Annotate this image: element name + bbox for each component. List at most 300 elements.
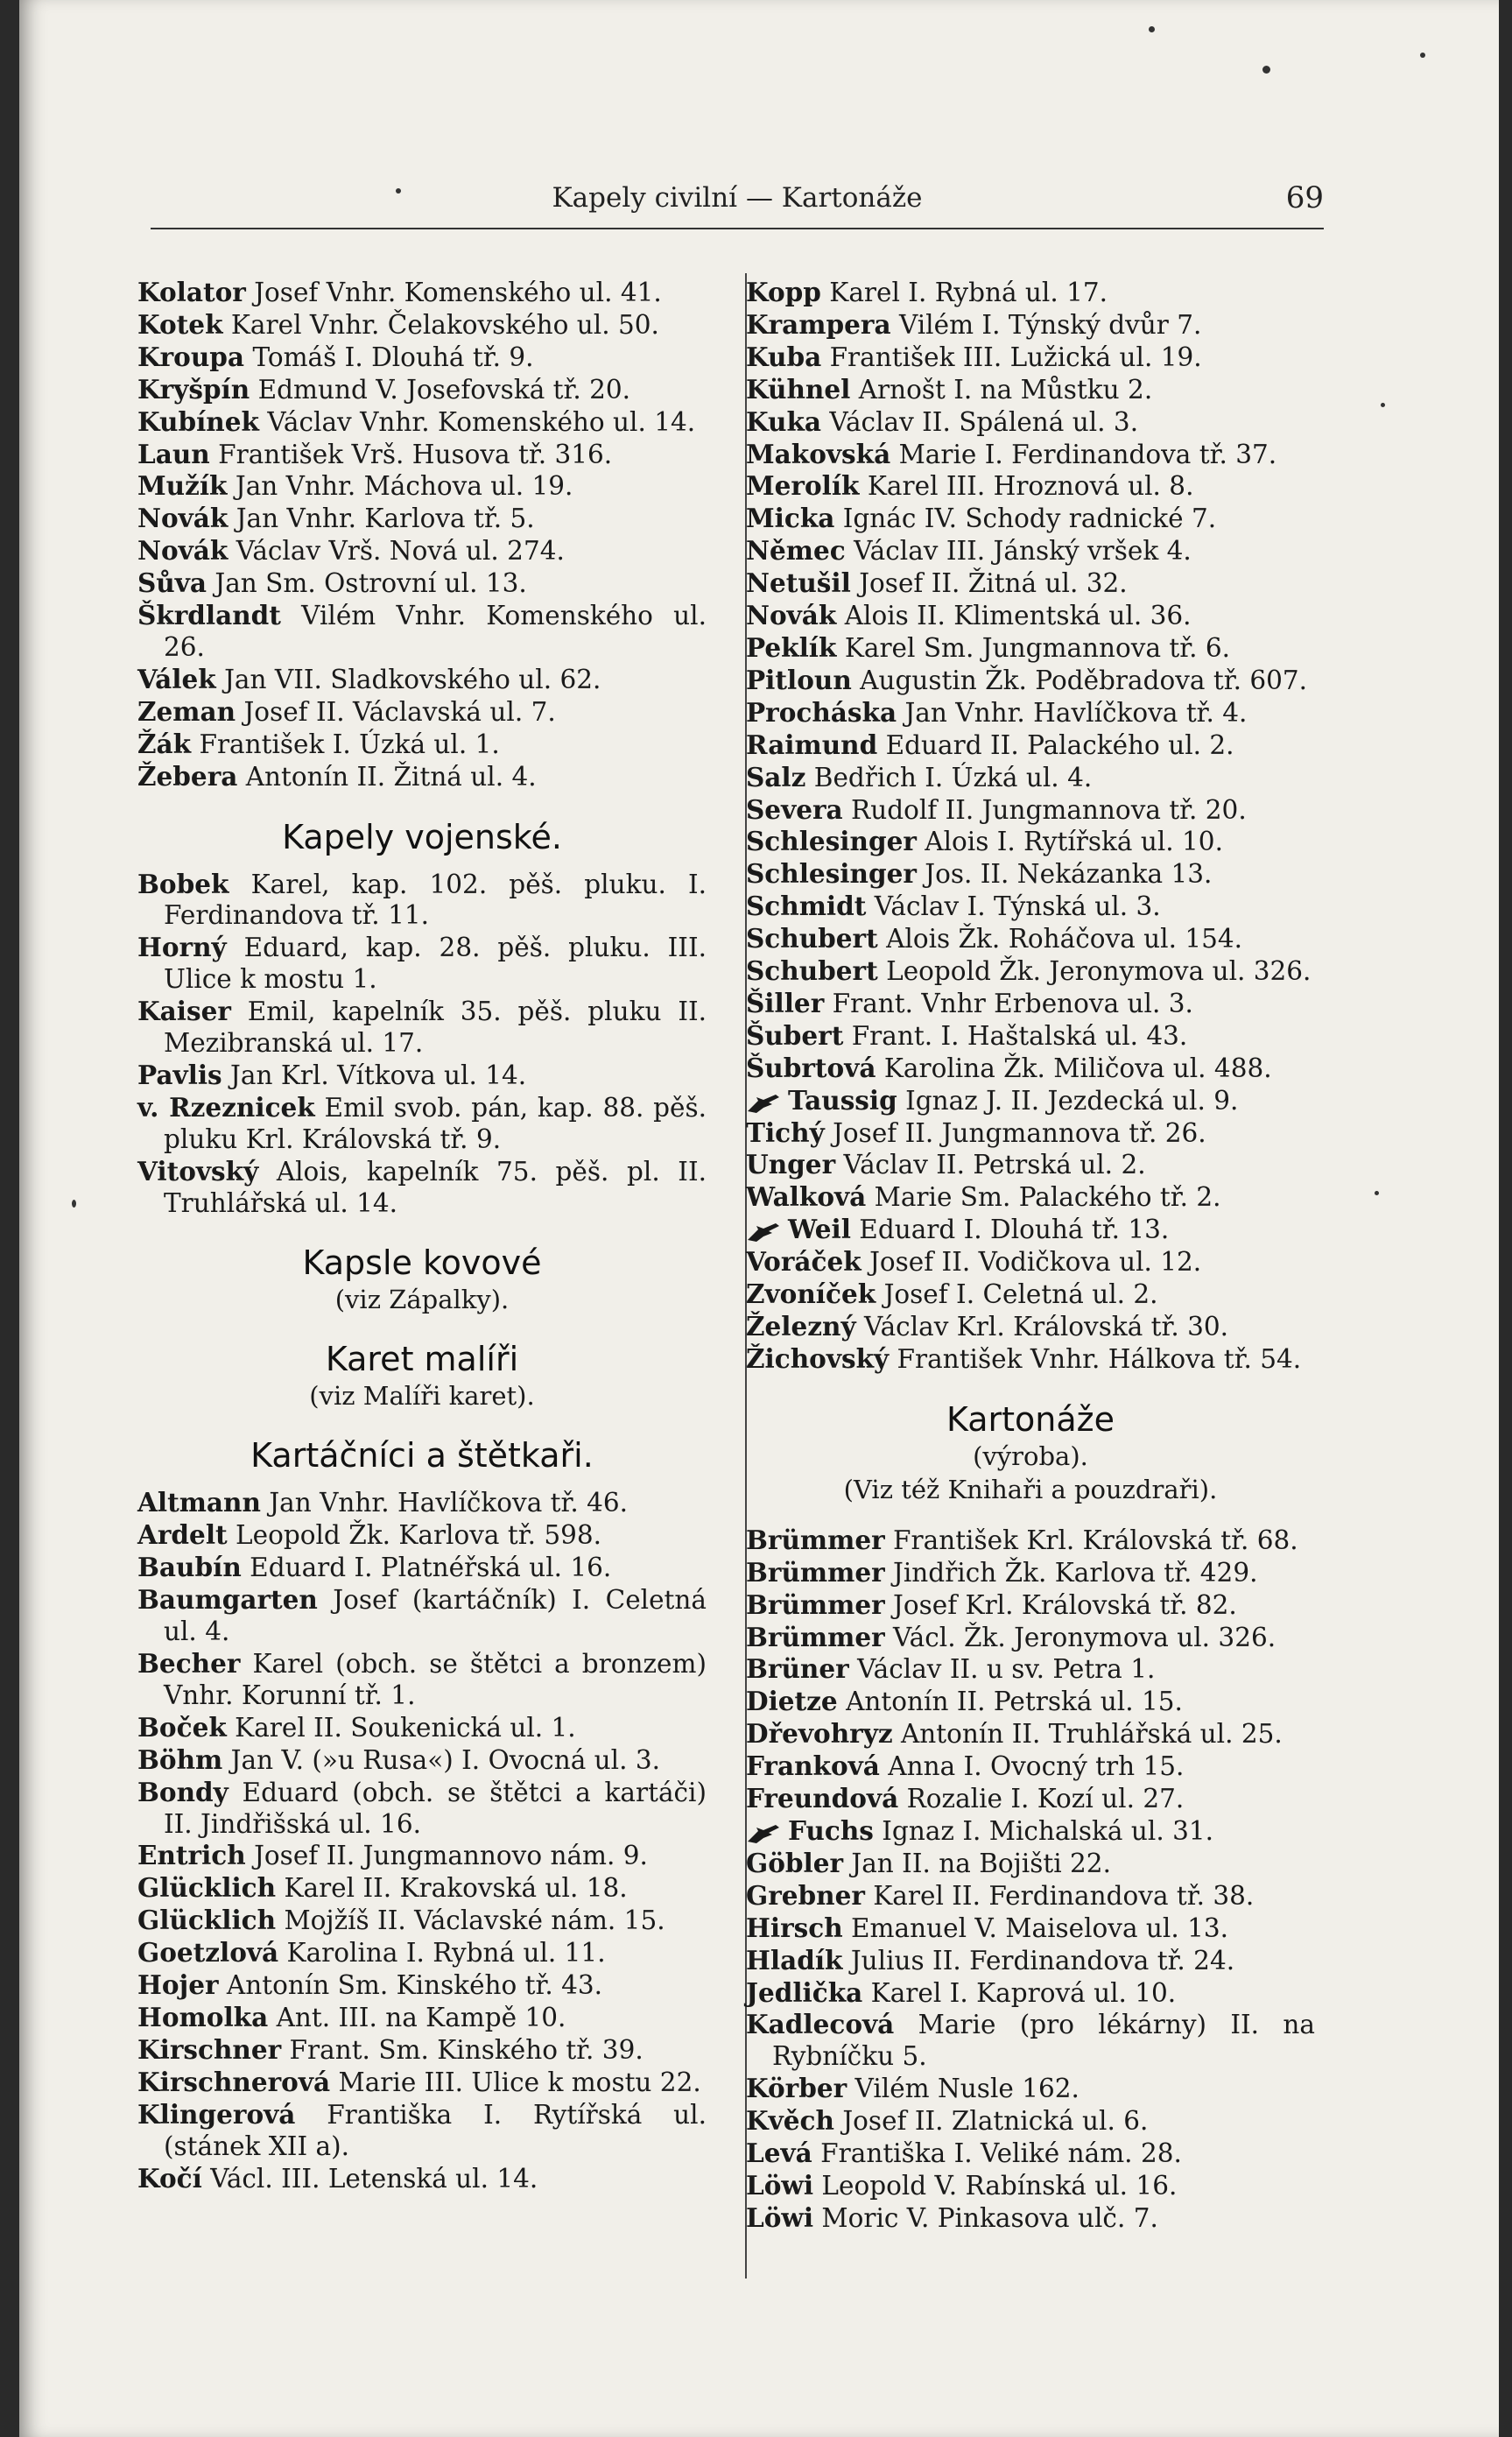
directory-entry — [137, 535, 707, 567]
entry-name: Pavlis — [137, 1059, 222, 1090]
directory-entry — [137, 567, 707, 600]
entry-details: Františka I. Rytířská ul. (stánek XII a). — [164, 2099, 707, 2161]
directory-entry — [746, 826, 1315, 858]
directory-entry — [746, 1181, 1315, 1214]
entry-name: Grebner — [746, 1879, 865, 1911]
entry-name: Žichovský — [746, 1342, 890, 1374]
entry-name: Goetzlová — [137, 1937, 279, 1969]
directory-entry — [746, 1686, 1315, 1718]
entry-details: Augustin Žk. Poděbradova tř. 607. — [851, 665, 1308, 695]
directory-entry — [746, 342, 1315, 374]
entry-name: Hojer — [137, 1969, 219, 2001]
entry-name: Kryšpín — [137, 373, 250, 405]
directory-entry — [746, 1557, 1315, 1589]
entry-details: Václav II. Spálená ul. 3. — [821, 406, 1139, 437]
directory-entry — [137, 1840, 707, 1872]
entry-details: Bedřich I. Úzká ul. 4. — [805, 762, 1093, 792]
directory-entry — [137, 1969, 707, 2002]
directory-entry — [137, 600, 707, 664]
entry-name: Pitloun — [746, 664, 852, 695]
entry-name: Kolator — [137, 277, 246, 307]
entry-details: Alois Žk. Roháčova ul. 154. — [877, 924, 1243, 954]
entry-name: Krampera — [746, 308, 891, 340]
entry-name: v. Rzeznicek — [137, 1091, 315, 1123]
entry-details: Ignaz I. Michalská ul. 31. — [873, 1815, 1214, 1846]
entry-details: Mojžíš II. Václavské nám. 15. — [276, 1905, 665, 1936]
section-note: (viz Zápalky). — [334, 1285, 510, 1315]
section-heading: Kapely vojenské. — [282, 817, 562, 856]
directory-entry — [137, 1777, 707, 1841]
entry-name: Bobek — [137, 868, 229, 899]
directory-entry — [137, 1872, 707, 1905]
entry-details: Arnošt I. na Můstku 2. — [850, 374, 1153, 405]
entry-details: Frant. Vnhr Erbenova ul. 3. — [824, 988, 1193, 1018]
directory-entry — [746, 1053, 1315, 1085]
entry-name: Micka — [746, 503, 835, 534]
section-note: (Viz též Knihaři a pouzdraři). — [843, 1474, 1218, 1504]
entry-name: Válek — [137, 663, 216, 694]
section-heading: Karet malíři — [325, 1340, 519, 1379]
directory-entry — [137, 406, 707, 439]
entry-details: Leopold Žk. Jeronymova ul. 326. — [877, 956, 1312, 987]
entry-details: Leopold V. Rabínská ul. 16. — [813, 2170, 1178, 2201]
entry-details: Václav Krl. Královská tř. 30. — [855, 1312, 1229, 1342]
print-speck — [1375, 1191, 1379, 1195]
entry-details: Václav Vrš. Nová ul. 274. — [228, 536, 565, 567]
entry-name: Löwi — [746, 2169, 814, 2201]
entry-name: Raimund — [746, 729, 878, 760]
print-speck — [1381, 403, 1385, 407]
entry-name: Kroupa — [137, 341, 245, 372]
directory-entry — [137, 1712, 707, 1744]
directory-entry — [746, 1214, 1315, 1246]
entry-details: Emil svob. pán, kap. 88. pěš. pluku Krl. Královská tř. 9. — [164, 1092, 707, 1154]
entry-name: Zeman — [137, 695, 236, 727]
entry-details: Emil, kapelník 35. pěš. pluku II. Mezibranská ul. 17. — [164, 997, 707, 1059]
entry-details: František Krl. Královská tř. 68. — [884, 1525, 1298, 1555]
entry-details: Karel II. Soukenická ul. 1. — [226, 1712, 576, 1743]
entry-name: Fuchs — [788, 1814, 874, 1846]
entry-name: Jedlička — [746, 1976, 863, 2008]
book-page — [19, 0, 1499, 2437]
entry-details: Edmund V. Josefovská tř. 20. — [250, 374, 631, 405]
entry-name: Entrich — [137, 1840, 246, 1871]
entry-name: Brümmer — [746, 1524, 885, 1555]
entry-name: Böhm — [137, 1743, 223, 1775]
directory-entry — [746, 1750, 1315, 1783]
entry-details: Antonín Sm. Kinského tř. 43. — [218, 1970, 603, 2001]
entry-name: Železný — [746, 1311, 856, 1342]
pointing-hand-icon — [746, 1821, 783, 1844]
section-heading: Kapsle kovové — [302, 1243, 542, 1283]
print-speck — [396, 188, 401, 194]
entry-details: Jan Sm. Ostrovní ul. 13. — [207, 568, 527, 599]
entry-name: Hladík — [746, 1944, 843, 1976]
directory-entry — [137, 1744, 707, 1777]
entry-name: Homolka — [137, 2001, 269, 2032]
entry-name: Brümmer — [746, 1588, 885, 1620]
entry-name: Netušil — [746, 567, 851, 599]
entry-name: Dietze — [746, 1686, 838, 1717]
directory-entry — [137, 470, 707, 503]
directory-entry — [746, 955, 1315, 988]
directory-entry — [746, 1020, 1315, 1053]
directory-entry — [137, 374, 707, 406]
entry-name: Žák — [137, 728, 192, 759]
directory-entry — [137, 1937, 707, 1969]
entry-details: Antonín II. Žitná ul. 4. — [237, 761, 537, 792]
directory-entry — [746, 1783, 1315, 1815]
directory-entry — [746, 1311, 1315, 1343]
entry-name: Walková — [746, 1181, 867, 1213]
entry-name: Kühnel — [746, 373, 851, 405]
directory-entry — [746, 2073, 1315, 2105]
entry-name: Schlesinger — [746, 826, 917, 857]
directory-entry — [137, 996, 707, 1060]
entry-details: Josef Vnhr. Komenského ul. 41. — [245, 278, 662, 307]
entry-name: Šubrtová — [746, 1052, 876, 1083]
entry-name: Levá — [746, 2138, 812, 2169]
directory-entry — [137, 869, 707, 933]
entry-details: Josef II. Zlatnická ul. 6. — [833, 2106, 1149, 2137]
entry-name: Brümmer — [746, 1556, 885, 1588]
entry-details: Josef II. Jungmannova tř. 26. — [824, 1117, 1206, 1148]
entry-details: Ant. III. na Kampě 10. — [268, 2002, 566, 2032]
entry-name: Šiller — [746, 987, 825, 1018]
directory-entry — [746, 729, 1315, 762]
print-speck — [1149, 26, 1155, 32]
directory-entry — [746, 1815, 1315, 1848]
entry-details: Karel, kap. 102. pěš. pluku. I. Ferdinandova tř. 11. — [164, 869, 707, 931]
entry-name: Merolík — [746, 470, 860, 502]
directory-entry — [137, 932, 707, 996]
entry-name: Hirsch — [746, 1912, 843, 1943]
entry-details: František III. Lužická ul. 19. — [821, 342, 1202, 372]
directory-entry — [746, 277, 1315, 309]
entry-name: Makovská — [746, 438, 891, 469]
entry-name: Glücklich — [137, 1872, 277, 1904]
directory-entry — [746, 1246, 1315, 1278]
entry-details: Antonín II. Truhlářská ul. 25. — [892, 1719, 1283, 1750]
right-column — [746, 277, 1315, 2235]
entry-name: Baubín — [137, 1552, 242, 1583]
directory-entry — [746, 2105, 1315, 2138]
entry-name: Schubert — [746, 923, 878, 954]
entry-details: Karolina I. Rybná ul. 11. — [278, 1938, 606, 1969]
entry-details: Václ. Žk. Jeronymova ul. 326. — [884, 1622, 1276, 1652]
entry-details: Vilém Vnhr. Komenského ul. 26. — [164, 601, 707, 662]
entry-name: Glücklich — [137, 1905, 277, 1936]
directory-entry — [746, 439, 1315, 471]
directory-entry — [746, 309, 1315, 342]
print-speck — [1420, 53, 1425, 58]
entry-details: František Vrš. Husova tř. 316. — [209, 439, 613, 469]
directory-entry — [137, 2099, 707, 2163]
entry-name: Procháska — [746, 696, 897, 728]
entry-details: Eduard I. Platnéřská ul. 16. — [241, 1553, 612, 1583]
entry-name: Taussig — [788, 1084, 897, 1116]
directory-entry — [746, 923, 1315, 955]
directory-entry — [746, 1085, 1315, 1117]
directory-entry — [137, 2163, 707, 2195]
directory-entry — [746, 1912, 1315, 1945]
directory-entry — [746, 1525, 1315, 1557]
entry-name: Boček — [137, 1711, 227, 1743]
entry-name: Peklík — [746, 631, 837, 663]
directory-entry — [746, 794, 1315, 827]
directory-entry — [746, 1589, 1315, 1622]
pointing-hand-icon — [746, 1220, 783, 1243]
directory-entry — [746, 1848, 1315, 1880]
entry-details: Karel (obch. se štětci a bronzem) Vnhr. Korunní tř. 1. — [164, 1649, 707, 1710]
entry-name: Schmidt — [746, 891, 867, 922]
entry-name: Kuka — [746, 405, 821, 437]
entry-details: Jan Vnhr. Havlíčkova tř. 4. — [897, 697, 1248, 728]
entry-name: Löwi — [746, 2201, 814, 2233]
pointing-hand-icon — [746, 1091, 783, 1114]
directory-entry — [137, 2067, 707, 2099]
entry-name: Brümmer — [746, 1621, 885, 1652]
directory-entry — [137, 309, 707, 342]
directory-entry — [746, 697, 1315, 729]
directory-entry — [137, 342, 707, 374]
section-note: (výroba). — [973, 1440, 1088, 1471]
entry-details: Karel III. Hroznová ul. 8. — [859, 471, 1194, 502]
print-speck — [72, 1200, 76, 1208]
entry-details: Františka I. Veliké nám. 28. — [812, 2138, 1182, 2169]
entry-name: Novák — [746, 600, 837, 631]
directory-entry — [137, 1552, 707, 1584]
entry-name: Kirschnerová — [137, 2066, 331, 2097]
entry-name: Sůva — [137, 567, 207, 599]
directory-entry — [746, 2202, 1315, 2235]
entry-details: Josef II. Jungmannovo nám. 9. — [245, 1841, 648, 1871]
entry-name: Kvěch — [746, 2105, 834, 2137]
entry-details: Marie Sm. Palackého tř. 2. — [866, 1182, 1221, 1213]
entry-details: Ignaz J. II. Jezdecká ul. 9. — [897, 1085, 1239, 1116]
entry-name: Becher — [137, 1648, 241, 1679]
directory-entry — [746, 374, 1315, 406]
directory-entry — [137, 2002, 707, 2034]
directory-entry — [746, 2138, 1315, 2170]
entry-details: Karel II. Krakovská ul. 18. — [276, 1873, 628, 1904]
entry-name: Horný — [137, 932, 227, 963]
entry-name: Kotek — [137, 308, 223, 340]
entry-name: Altmann — [137, 1487, 261, 1518]
entry-name: Kirschner — [137, 2033, 282, 2065]
directory-entry — [746, 1622, 1315, 1654]
section-heading: Kartáčníci a štětkaři. — [250, 1436, 594, 1476]
entry-name: Salz — [746, 761, 806, 792]
directory-entry — [137, 1519, 707, 1552]
entry-name: Severa — [746, 793, 843, 825]
entry-details: Karel Vnhr. Čelakovského ul. 50. — [222, 309, 659, 340]
directory-entry — [746, 1149, 1315, 1181]
directory-entry — [746, 1945, 1315, 1977]
directory-entry — [746, 600, 1315, 632]
entry-name: Franková — [746, 1750, 880, 1782]
entry-name: Novák — [137, 535, 229, 567]
entry-name: Bondy — [137, 1776, 229, 1807]
entry-name: Tichý — [746, 1116, 825, 1148]
directory-entry — [137, 1584, 707, 1648]
entry-details: Marie (pro lékárny) II. na Rybníčku 5. — [772, 2010, 1315, 2072]
directory-entry — [137, 729, 707, 761]
entry-name: Kopp — [746, 277, 821, 307]
entry-details: Jan II. na Bojišti 22. — [843, 1848, 1111, 1878]
entry-details: Karel I. Rybná ul. 17. — [820, 278, 1108, 307]
entry-details: Alois, kapelník 75. pěš. pl. II. Truhlářská ul. 14. — [164, 1156, 707, 1218]
entry-details: Josef Krl. Královská tř. 82. — [884, 1589, 1237, 1620]
directory-entry — [137, 2034, 707, 2067]
directory-entry — [137, 1156, 707, 1220]
entry-details: Eduard (obch. se štětci a kartáči) II. Jindřišská ul. 16. — [164, 1777, 707, 1839]
directory-entry — [746, 891, 1315, 923]
directory-entry — [746, 1718, 1315, 1750]
directory-entry — [137, 1060, 707, 1092]
entry-details: Vilém Nusle 162. — [847, 2074, 1079, 2104]
entry-details: Václav III. Jánský vršek 4. — [845, 536, 1192, 567]
entry-details: Josef (kartáčník) I. Celetná ul. 4. — [164, 1585, 707, 1647]
entry-details: Jan Vnhr. Karlova tř. 5. — [228, 504, 535, 534]
entry-details: Eduard, kap. 28. pěš. pluku. III. Ulice k mostu 1. — [164, 933, 707, 995]
entry-name: Freundová — [746, 1783, 899, 1814]
entry-details: Anna I. Ovocný trh 15. — [879, 1751, 1185, 1782]
directory-entry — [746, 470, 1315, 503]
directory-entry — [746, 858, 1315, 891]
directory-entry — [137, 1648, 707, 1712]
entry-name: Kaiser — [137, 996, 231, 1027]
entry-name: Brüner — [746, 1653, 849, 1685]
entry-details: Frant. Sm. Kinského tř. 39. — [281, 2034, 643, 2065]
directory-entry — [746, 535, 1315, 567]
entry-name: Zvoníček — [746, 1278, 876, 1310]
entry-name: Kubínek — [137, 405, 259, 437]
entry-name: Laun — [137, 438, 210, 469]
directory-entry — [746, 988, 1315, 1020]
page-number: 69 — [1285, 180, 1324, 215]
entry-name: Ardelt — [137, 1519, 228, 1551]
entry-details: Eduard I. Dlouhá tř. 13. — [850, 1215, 1170, 1245]
entry-details: Jan Vnhr. Máchova ul. 19. — [227, 471, 573, 502]
directory-entry — [137, 277, 707, 309]
entry-details: Jos. II. Nekázanka 13. — [916, 859, 1213, 890]
entry-details: Jindřich Žk. Karlova tř. 429. — [884, 1557, 1258, 1588]
entry-name: Unger — [746, 1149, 836, 1180]
entry-details: Alois I. Rytířská ul. 10. — [916, 827, 1223, 857]
page-header — [151, 175, 1324, 229]
directory-entry — [746, 1278, 1315, 1311]
entry-details: František I. Úzká ul. 1. — [191, 729, 500, 759]
directory-entry — [746, 2009, 1315, 2073]
entry-details: Vilém I. Týnský dvůr 7. — [890, 309, 1202, 340]
entry-name: Voráček — [746, 1246, 861, 1278]
entry-name: Schlesinger — [746, 858, 917, 890]
directory-entry — [137, 439, 707, 471]
entry-name: Kočí — [137, 2162, 202, 2194]
entry-name: Göbler — [746, 1847, 844, 1878]
entry-details: Rudolf II. Jungmannova tř. 20. — [842, 794, 1247, 825]
directory-entry — [746, 632, 1315, 665]
entry-name: Novák — [137, 503, 229, 534]
directory-entry — [746, 1977, 1315, 2010]
entry-name: Kadlecová — [746, 2009, 895, 2040]
entry-details: Jan Krl. Vítkova ul. 14. — [222, 1060, 527, 1090]
entry-details: Karel I. Kaprová ul. 10. — [862, 1977, 1177, 2008]
entry-name: Schubert — [746, 955, 878, 987]
entry-details: Alois II. Klimentská ul. 36. — [836, 601, 1192, 631]
directory-entry — [137, 503, 707, 535]
entry-details: Václav II. u sv. Petra 1. — [848, 1654, 1156, 1685]
directory-entry — [746, 665, 1315, 697]
entry-details: Rozalie I. Kozí ul. 27. — [898, 1784, 1185, 1814]
directory-entry — [746, 1343, 1315, 1376]
entry-name: Šubert — [746, 1019, 844, 1051]
entry-details: Václav II. Petrská ul. 2. — [835, 1150, 1146, 1180]
directory-entry — [746, 503, 1315, 535]
left-column — [137, 277, 707, 2194]
entry-details: Antonín II. Petrská ul. 15. — [837, 1687, 1183, 1717]
directory-entry — [137, 1487, 707, 1519]
entry-name: Vitovský — [137, 1155, 259, 1187]
entry-name: Mužík — [137, 470, 228, 502]
entry-details: Václav Vnhr. Komenského ul. 14. — [258, 406, 696, 437]
entry-name: Žebera — [137, 760, 238, 792]
entry-name: Baumgarten — [137, 1584, 318, 1616]
directory-entry — [746, 1880, 1315, 1912]
entry-details: Ignác IV. Schody radnické 7. — [834, 504, 1217, 534]
entry-details: Václ. III. Letenská ul. 14. — [201, 2163, 538, 2194]
entry-details: Moric V. Pinkasova ulč. 7. — [813, 2202, 1158, 2233]
entry-name: Němec — [746, 535, 846, 567]
entry-details: Václav I. Týnská ul. 3. — [866, 891, 1161, 922]
directory-entry — [746, 406, 1315, 439]
entry-details: Julius II. Ferdinandova tř. 24. — [842, 1945, 1235, 1976]
entry-details: Frant. I. Haštalská ul. 43. — [843, 1020, 1188, 1051]
entry-details: Emanuel V. Maiselova ul. 13. — [842, 1912, 1229, 1943]
directory-entry — [746, 567, 1315, 600]
entry-details: Josef II. Václavská ul. 7. — [236, 696, 556, 727]
directory-entry — [746, 762, 1315, 794]
entry-details: Marie I. Ferdinandova tř. 37. — [890, 439, 1277, 469]
entry-details: Tomáš I. Dlouhá tř. 9. — [244, 342, 534, 372]
directory-entry — [746, 1117, 1315, 1150]
entry-details: Karel II. Ferdinandova tř. 38. — [864, 1880, 1255, 1911]
print-speck — [1262, 66, 1270, 74]
entry-name: Körber — [746, 2073, 847, 2104]
entry-name: Weil — [788, 1214, 851, 1245]
entry-details: Josef II. Žitná ul. 32. — [850, 568, 1128, 599]
directory-entry — [137, 664, 707, 696]
directory-entry — [746, 1653, 1315, 1686]
entry-details: František Vnhr. Hálkova tř. 54. — [889, 1343, 1302, 1374]
entry-details: Karel Sm. Jungmannova tř. 6. — [836, 632, 1231, 663]
section-note: (viz Malíři karet). — [309, 1381, 535, 1412]
running-head: Kapely civilní — Kartonáže — [552, 182, 923, 214]
entry-details: Jan V. (»u Rusa«) I. Ovocná ul. 3. — [222, 1744, 660, 1775]
entry-details: Leopold Žk. Karlova tř. 598. — [227, 1520, 602, 1551]
entry-details: Marie III. Ulice k mostu 22. — [330, 2067, 701, 2097]
directory-entry — [137, 1905, 707, 1937]
entry-name: Kuba — [746, 341, 822, 372]
entry-details: Eduard II. Palackého ul. 2. — [877, 729, 1234, 760]
entry-details: Jan Vnhr. Havlíčkova tř. 46. — [260, 1488, 629, 1518]
entry-details: Karolina Žk. Miličova ul. 488. — [876, 1053, 1272, 1083]
entry-details: Jan VII. Sladkovského ul. 62. — [215, 664, 601, 694]
entry-details: Josef II. Vodičkova ul. 12. — [861, 1247, 1202, 1278]
directory-entry — [746, 2170, 1315, 2202]
directory-entry — [137, 1092, 707, 1156]
